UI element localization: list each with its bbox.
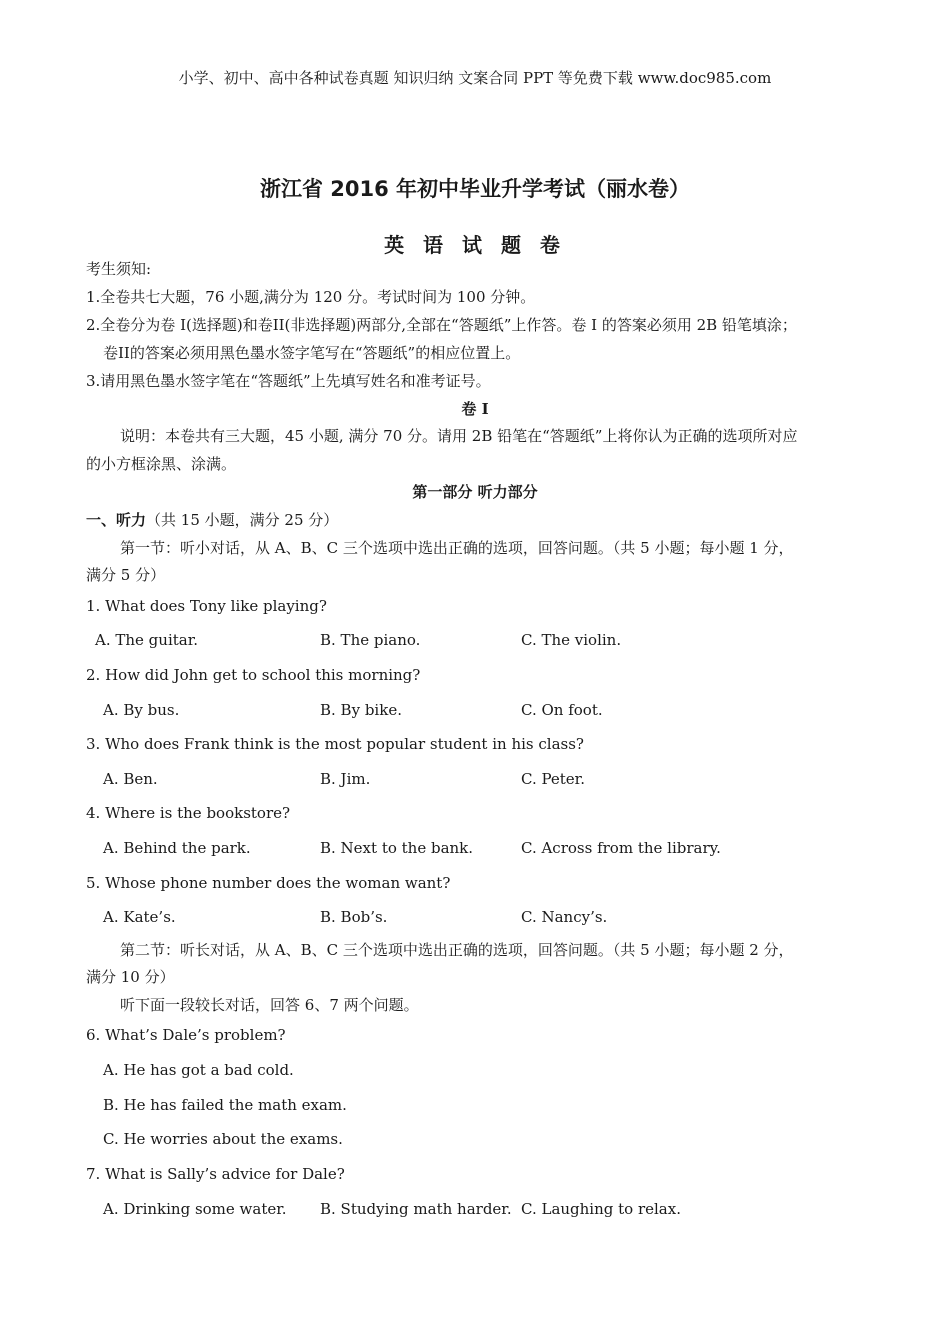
question-3: 3. Who does Frank think is the most popular student in his class? [86,735,584,753]
q3-option-a: A. Ben. [103,770,158,788]
q1-option-b: B. The piano. [320,631,421,649]
volume-heading: 卷 I [461,400,489,418]
volume-note-b: 的小方框涂黑、涂满。 [86,455,237,473]
q2-option-a: A. By bus. [103,701,180,719]
question-4: 4. Where is the bookstore? [86,804,291,822]
q3-option-c: C. Peter. [521,770,585,788]
notice-heading: 考生须知: [86,260,152,278]
q7-option-c: C. Laughing to relax. [521,1200,681,1218]
notice-item-3: 3.请用黑色墨水签字笔在“答题纸”上先填写姓名和准考证号。 [86,372,491,390]
part-heading: 第一部分 听力部分 [412,483,538,501]
section-detail: （共 15 小题，满分 25 分） [146,511,339,529]
q6-option-a: A. He has got a bad cold. [103,1061,294,1079]
section-label: 一、听力 [86,511,147,529]
volume-note-a: 说明：本卷共有三大题，45 小题, 满分 70 分。请用 2B 铅笔在“答题纸”上将你认为正确的选项所对应 [120,427,798,445]
q4-option-b: B. Next to the bank. [320,839,474,857]
question-1: 1. What does Tony like playing? [86,597,327,615]
notice-item-2b: 卷II的答案必须用黑色墨水签字笔写在“答题纸”的相应位置上。 [103,344,521,362]
q6-option-b: B. He has failed the math exam. [103,1096,347,1114]
q1-option-a: A. The guitar. [95,631,199,649]
q7-option-a: A. Drinking some water. [103,1200,287,1218]
question-5: 5. Whose phone number does the woman want? [86,874,451,892]
section-heading [86,509,338,530]
notice-item-2a: 2.全卷分为卷 I(选择题)和卷II(非选择题)两部分,全部在“答题纸”上作答。卷 I 的答案必须用 2B 铅笔填涂； [86,316,797,334]
question-2: 2. How did John get to school this morning? [86,666,421,684]
exam-subtitle: 英 语 试 题 卷 [384,233,566,257]
q5-option-b: B. Bob’s. [320,908,388,926]
notice-item-1: 1.全卷共七大题，76 小题,满分为 120 分。考试时间为 100 分钟。 [86,288,536,306]
q1-option-c: C. The violin. [521,631,622,649]
q4-option-c: C. Across from the library. [521,839,721,857]
question-6: 6. What’s Dale’s problem? [86,1026,286,1044]
exam-title: 浙江省 2016 年初中毕业升学考试（丽水卷） [259,177,691,201]
subsection-1-b: 满分 5 分） [86,566,166,584]
question-7: 7. What is Sally’s advice for Dale? [86,1165,345,1183]
q6-option-c: C. He worries about the exams. [103,1130,343,1148]
page-header: 小学、初中、高中各种试卷真题 知识归纳 文案合同 PPT 等免费下载 www.doc985.com [178,69,772,87]
q5-option-c: C. Nancy’s. [521,908,608,926]
subsection-2-b: 满分 10 分） [86,968,175,986]
q5-option-a: A. Kate’s. [103,908,176,926]
q2-option-c: C. On foot. [521,701,603,719]
subsection-2-intro: 听下面一段较长对话，回答 6、7 两个问题。 [120,996,419,1014]
q3-option-b: B. Jim. [320,770,371,788]
q7-option-b: B. Studying math harder. [320,1200,512,1218]
subsection-2-a: 第二节：听长对话，从 A、B、C 三个选项中选出正确的选项，回答问题。（共 5 小题；每小题 2 分， [120,941,794,959]
q4-option-a: A. Behind the park. [103,839,251,857]
q2-option-b: B. By bike. [320,701,402,719]
subsection-1-a: 第一节：听小对话，从 A、B、C 三个选项中选出正确的选项，回答问题。（共 5 小题；每小题 1 分， [120,539,794,557]
